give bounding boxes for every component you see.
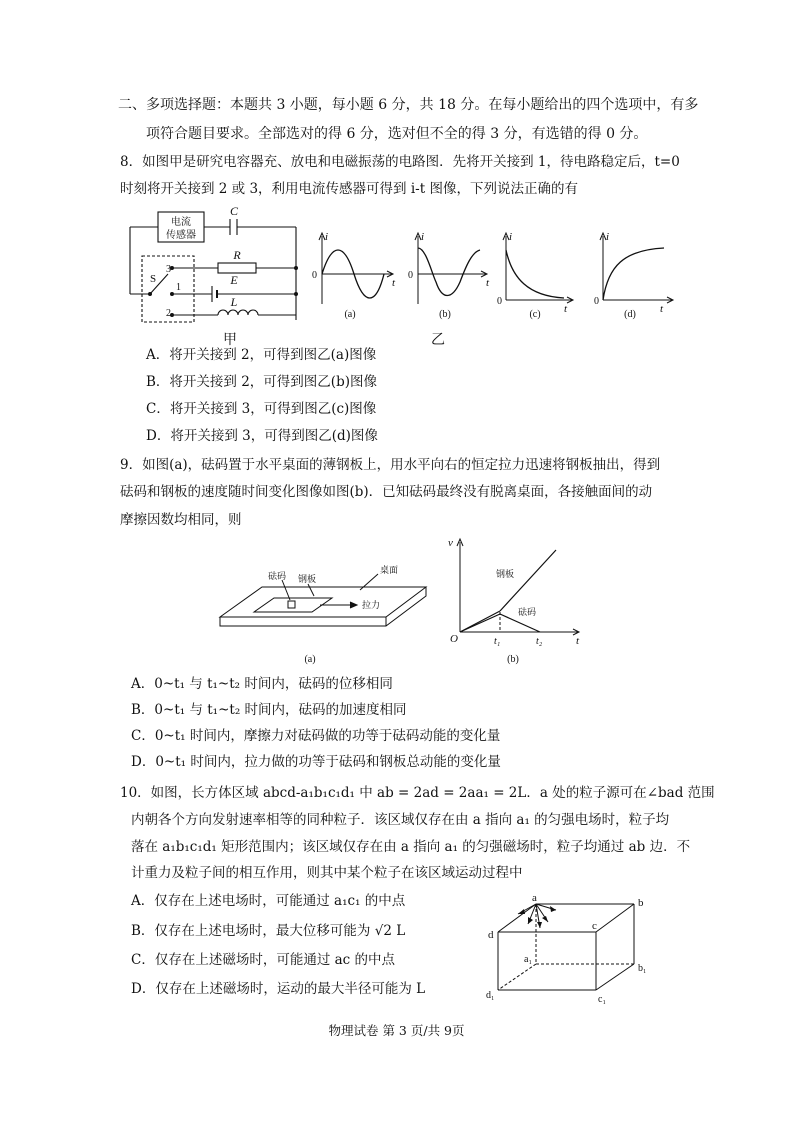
label-R: R <box>233 248 241 262</box>
vertex-d: d <box>488 929 494 941</box>
q10-cuboid-figure <box>484 892 668 1004</box>
label-3: 3 <box>166 264 171 275</box>
figure-a-label: (a) <box>304 654 316 665</box>
graph-t2: t₂ <box>536 636 543 647</box>
vertex-a: a <box>532 892 537 904</box>
label-2: 2 <box>166 308 171 319</box>
q10-option-d: D．仅存在上述磁场时，运动的最大半径可能为 L <box>131 981 426 997</box>
graph-c-t: t <box>564 303 568 315</box>
graph-a-label: (a) <box>344 309 356 320</box>
sensor-label-1: 电流 <box>171 217 191 228</box>
graph-b-zero: 0 <box>408 270 413 281</box>
figure-b-label: (b) <box>507 654 519 665</box>
label-L: L <box>230 295 238 309</box>
q9-figure <box>210 532 590 672</box>
label-1: 1 <box>176 282 181 293</box>
graph-d-t: t <box>660 303 664 315</box>
label-fama-a: 砝码 <box>268 571 287 581</box>
graph-d-zero: 0 <box>594 296 599 307</box>
q8-figure <box>120 200 680 350</box>
label-zhuomian: 桌面 <box>380 565 399 575</box>
q9-option-b: B．0~t₁ 与 t₁~t₂ 时间内，砝码的加速度相同 <box>131 702 407 718</box>
q9-stem-line2: 砝码和钢板的速度随时间变化图像如图(b)．已知砝码最终没有脱离桌面，各接触面间的动 <box>120 484 653 500</box>
q10-stem-line3: 落在 a₁b₁c₁d₁ 矩形范围内；该区域仅存在由 a 指向 a₁ 的匀强磁场时，粒子均通过 ab 边．不 <box>131 839 691 855</box>
label-gangban-b: 钢板 <box>496 569 515 579</box>
q8-option-b: B．将开关接到 2，可得到图乙(b)图像 <box>146 374 377 390</box>
page-footer: 物理试卷 第 3 页/共 9页 <box>328 1023 465 1038</box>
graph-O: O <box>450 633 458 645</box>
q9-option-a: A．0~t₁ 与 t₁~t₂ 时间内，砝码的位移相同 <box>131 676 393 692</box>
graph-c-label: (c) <box>529 309 541 320</box>
vertex-b1: b₁ <box>638 963 647 974</box>
label-yi: 乙 <box>431 333 445 348</box>
q10-option-c: C．仅存在上述磁场时，可能通过 ac 的中点 <box>131 952 396 968</box>
label-gangban-a: 钢板 <box>298 574 317 584</box>
q9-option-c: C．0~t₁ 时间内，摩擦力对砝码做的功等于砝码动能的变化量 <box>131 728 501 744</box>
label-E: E <box>230 273 238 287</box>
q8-option-d: D．将开关接到 3，可得到图乙(d)图像 <box>146 428 378 444</box>
q8-option-c: C．将开关接到 3，可得到图乙(c)图像 <box>146 401 377 417</box>
q10-stem-line4: 计重力及粒子间的相互作用，则其中某个粒子在该区域运动过程中 <box>131 865 523 881</box>
desk-edge <box>220 587 426 626</box>
q10-option-b: B．仅存在上述电场时，最大位移可能为 √2 L <box>131 923 406 939</box>
label-C: C <box>229 204 239 218</box>
vertex-b: b <box>638 897 644 909</box>
q9-stem-line3: 摩擦因数均相同，则 <box>120 512 242 528</box>
vertex-d1: d₁ <box>486 990 495 1001</box>
graph-a-t: t <box>392 277 396 289</box>
label-fama-b: 砝码 <box>518 607 537 617</box>
graph-b-curve <box>418 248 480 296</box>
graph-d-i: i <box>606 231 610 243</box>
weight <box>288 601 295 608</box>
q9-option-d: D．0~t₁ 时间内，拉力做的功等于砝码和钢板总动能的变化量 <box>131 754 501 770</box>
section-heading: 二、多项选择题：本题共 3 小题，每小题 6 分，共 18 分。在每小题给出的四个选项中，有多 <box>118 97 699 113</box>
graph-a-i: i <box>325 231 329 243</box>
graph-t: t <box>576 635 580 647</box>
graph-v: v <box>448 537 453 549</box>
graph-a-zero: 0 <box>312 270 317 281</box>
graph-b-t: t <box>486 277 490 289</box>
q8-stem-line2: 时刻将开关接到 2 或 3，利用电流传感器可得到 i-t 图像，下列说法正确的有 <box>120 181 578 197</box>
q10-option-a: A．仅存在上述电场时，可能通过 a₁c₁ 的中点 <box>131 893 406 909</box>
sensor-label-2: 传感器 <box>166 230 196 241</box>
q8-stem-line1: 8．如图甲是研究电容器充、放电和电磁振荡的电路图．先将开关接到 1，待电路稳定后，t=0 <box>120 154 680 170</box>
graph-c-i: i <box>509 231 513 243</box>
graph-d-label: (d) <box>624 309 636 320</box>
q9-stem-line1: 9．如图(a)，砝码置于水平桌面的薄钢板上，用水平向右的恒定拉力迅速将钢板抽出，得到 <box>120 457 661 473</box>
vertex-c1: c₁ <box>598 994 606 1004</box>
q8-option-a: A．将开关接到 2，可得到图乙(a)图像 <box>146 347 377 363</box>
plate-line-steep <box>500 550 556 611</box>
weight-line-up <box>460 614 500 632</box>
graph-c-curve <box>506 250 564 298</box>
q10-stem-line2: 内朝各个方向发射速率相等的同种粒子．该区域仅存在由 a 指向 a₁ 的匀强电场时，粒子均 <box>131 812 670 828</box>
vertex-a1: a₁ <box>524 954 532 965</box>
graph-d-curve <box>603 248 664 300</box>
graph-b-i: i <box>421 231 425 243</box>
label-jia: 甲 <box>223 333 237 348</box>
graph-b-label: (b) <box>439 309 451 320</box>
graph-t1: t₁ <box>494 636 501 647</box>
label-lali: 拉力 <box>362 600 381 610</box>
inductor-coil <box>218 310 258 315</box>
label-S: S <box>150 273 157 285</box>
q10-stem-line1: 10．如图，长方体区域 abcd-a₁b₁c₁d₁ 中 ab = 2ad = 2aa₁ = 2L．a 处的粒子源可在∠bad 范围 <box>120 785 715 801</box>
desk-top <box>220 587 426 617</box>
vertex-c: c <box>592 920 597 932</box>
section-instructions: 项符合题目要求。全部选对的得 6 分，选对但不全的得 3 分，有选错的得 0 分。 <box>146 126 648 142</box>
resistor <box>218 263 256 273</box>
graph-c-zero: 0 <box>497 296 502 307</box>
